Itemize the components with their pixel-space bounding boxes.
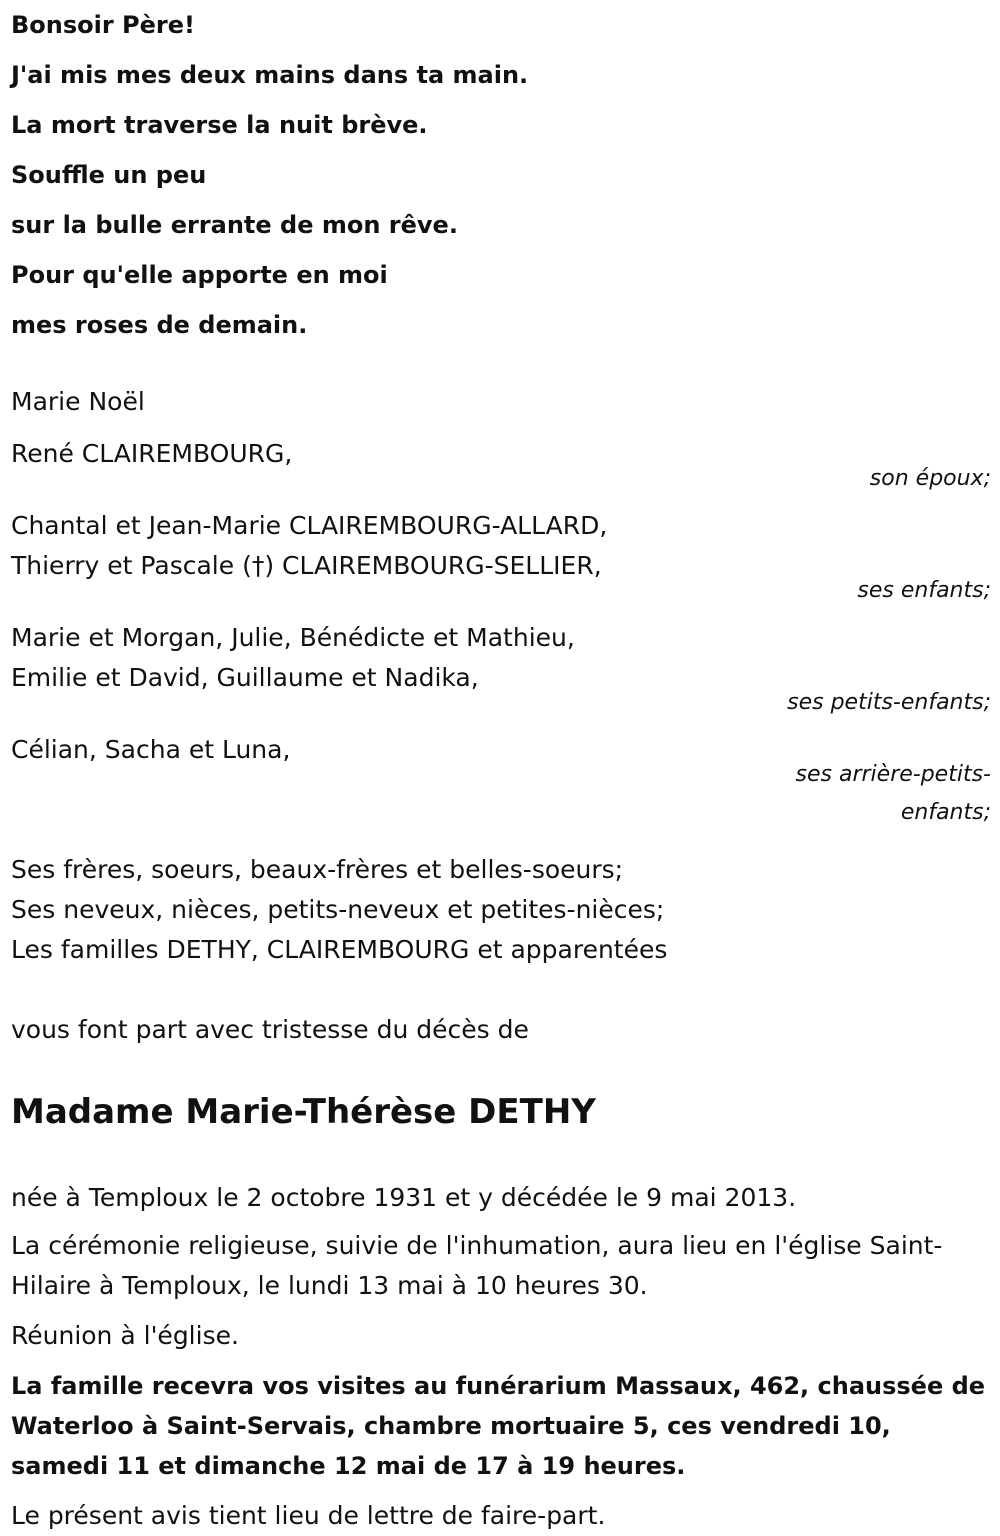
grandchild-name: Emilie et David, Guillaume et Nadika, xyxy=(11,663,479,692)
family-group-grandchildren xyxy=(11,618,991,722)
poem xyxy=(11,0,991,350)
grandchildren-role: ses petits-enfants; xyxy=(787,690,991,715)
great-grandchildren-role: ses arrière-petits-enfants; xyxy=(795,762,991,825)
children-role: ses enfants; xyxy=(857,578,991,603)
poem-line: Souffle un peu xyxy=(11,161,207,189)
family-group-spouse xyxy=(11,434,991,498)
family-group-great-grandchildren xyxy=(11,730,991,832)
child-name: Chantal et Jean-Marie CLAIREMBOURG-ALLARD, xyxy=(11,511,608,540)
poem-line: sur la bulle errante de mon rêve. xyxy=(11,211,458,239)
poem-line: mes roses de demain. xyxy=(11,311,308,339)
family-other-line: Ses frères, soeurs, beaux-frères et belles-soeurs; xyxy=(11,855,624,884)
great-grandchild-name: Célian, Sacha et Luna, xyxy=(11,735,291,764)
meeting-info: Réunion à l'église. xyxy=(11,1321,239,1350)
poem-line: Pour qu'elle apporte en moi xyxy=(11,261,388,289)
poem-author: Marie Noël xyxy=(11,387,145,416)
child-name: Thierry et Pascale (†) CLAIREMBOURG-SELLIER, xyxy=(11,551,602,580)
family-group-children xyxy=(11,506,991,610)
poem-line: La mort traverse la nuit brève. xyxy=(11,111,428,139)
family-others xyxy=(11,850,991,970)
announcement-intro: vous font part avec tristesse du décès de xyxy=(11,1015,529,1044)
poem-line: Bonsoir Père! xyxy=(11,11,195,39)
ceremony-info: La cérémonie religieuse, suivie de l'inhumation, aura lieu en l'église Saint-Hilaire à Temploux, le lundi 13 mai à 10 heures 30. xyxy=(11,1231,943,1300)
obituary-page xyxy=(11,0,991,1536)
spouse-name: René CLAIREMBOURG, xyxy=(11,439,293,468)
birth-death-dates: née à Temploux le 2 octobre 1931 et y décédée le 9 mai 2013. xyxy=(11,1183,797,1212)
deceased-name: Madame Marie-Thérèse DETHY xyxy=(11,1092,596,1132)
notice-text: Le présent avis tient lieu de lettre de faire-part. xyxy=(11,1501,606,1530)
visits-info: La famille recevra vos visites au funérarium Massaux, 462, chaussée de Waterloo à Saint-Servais, chambre mortuaire 5, ces vendredi 10, samedi 11 et dimanche 12 mai de 17 à 19 heures. xyxy=(11,1372,986,1480)
poem-line: J'ai mis mes deux mains dans ta main. xyxy=(11,61,529,89)
family-other-line: Ses neveux, nièces, petits-neveux et petites-nièces; xyxy=(11,895,665,924)
spouse-role: son époux; xyxy=(869,466,991,491)
grandchild-name: Marie et Morgan, Julie, Bénédicte et Mathieu, xyxy=(11,623,575,652)
family-other-line: Les familles DETHY, CLAIREMBOURG et apparentées xyxy=(11,935,668,964)
